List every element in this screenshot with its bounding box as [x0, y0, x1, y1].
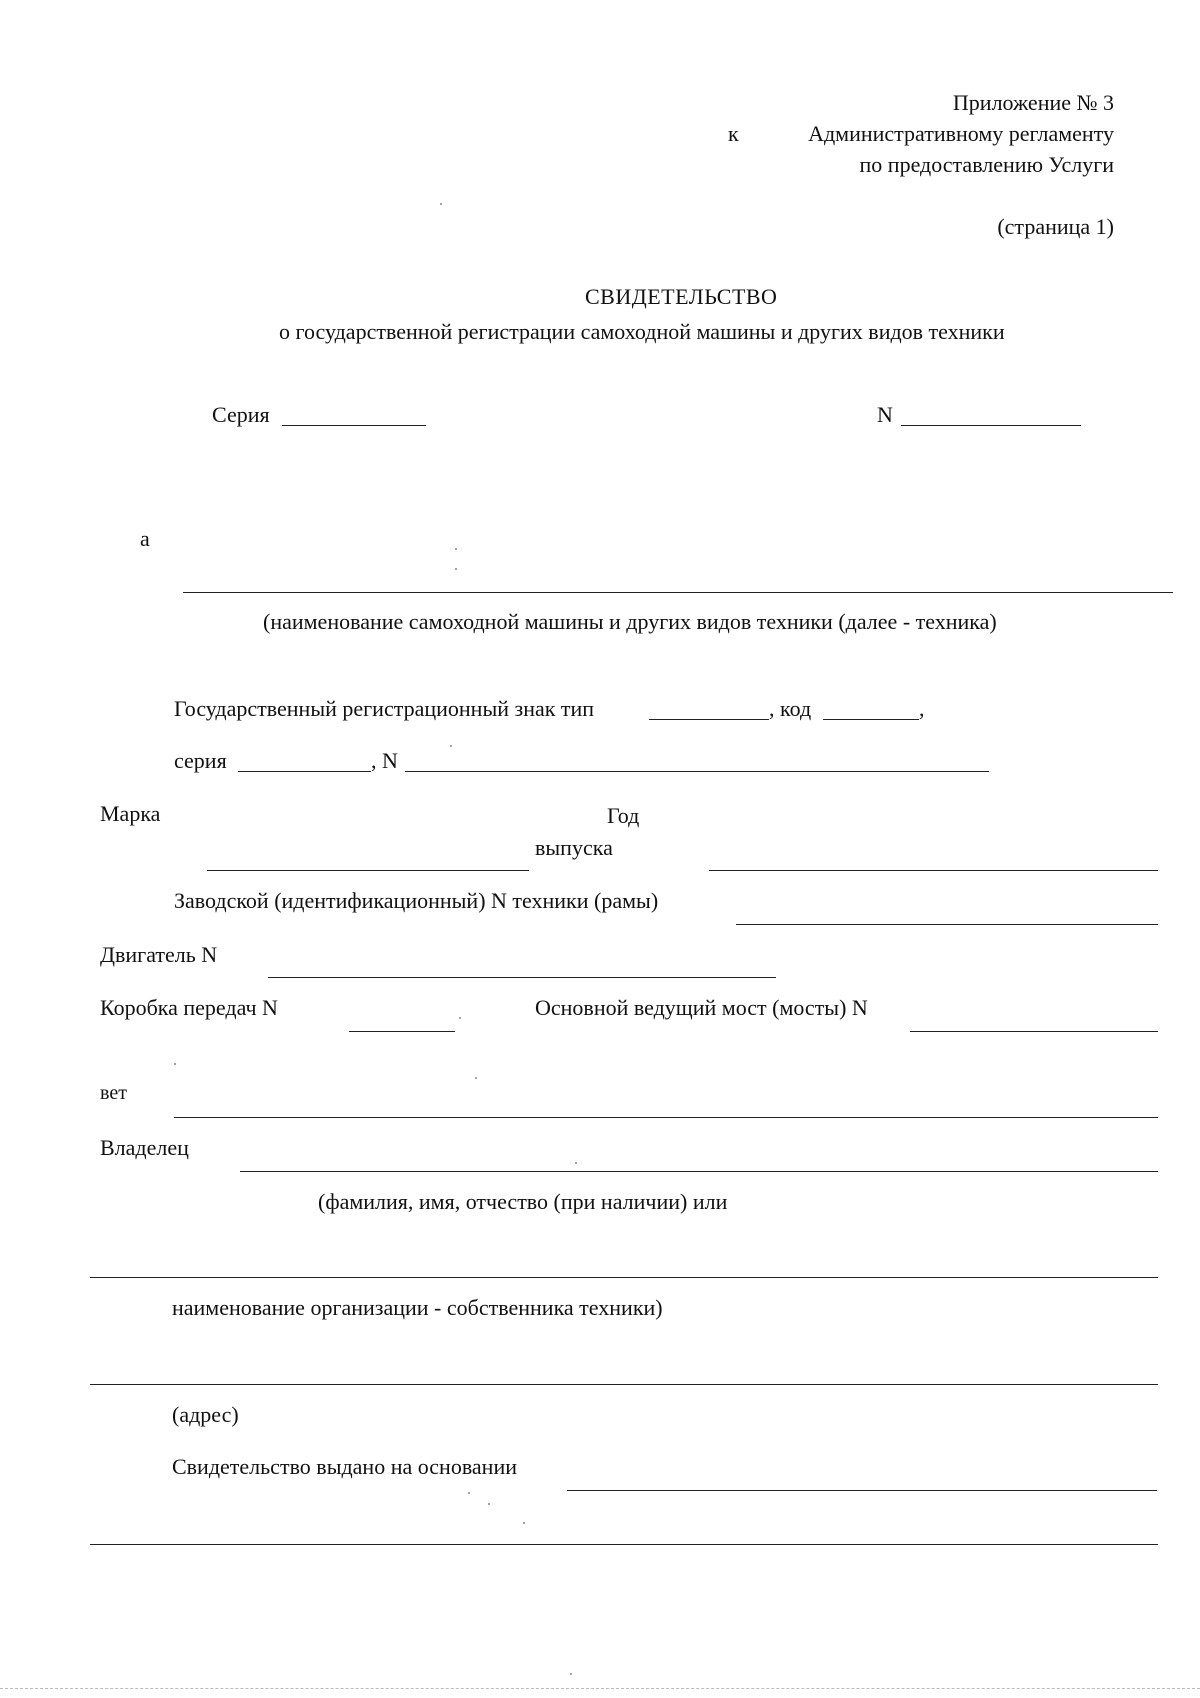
basis-label: Свидетельство выдано на основании: [172, 1454, 518, 1479]
owner-field[interactable]: [240, 1171, 1158, 1172]
basis-field-continued[interactable]: [90, 1544, 1158, 1545]
scan-speck: [575, 1162, 577, 1164]
scan-speck: [450, 745, 452, 747]
scan-edge: [0, 1688, 1200, 1689]
regulation-label: Административному регламенту: [808, 121, 1114, 146]
number-field[interactable]: [901, 425, 1081, 426]
reg-sign-number-label: , N: [371, 748, 398, 773]
series-field[interactable]: [282, 425, 426, 426]
reg-sign-type-field[interactable]: [649, 719, 769, 720]
scan-speck: [475, 1077, 477, 1079]
address-caption: (адрес): [172, 1402, 239, 1427]
scan-speck: [455, 548, 457, 550]
factory-number-label: Заводской (идентификационный) N техники (рамы): [174, 888, 659, 913]
scan-speck: [570, 1673, 572, 1675]
axle-number-field[interactable]: [910, 1031, 1158, 1032]
owner-label: Владелец: [100, 1135, 189, 1160]
appendix-label: Приложение № 3: [952, 90, 1114, 115]
axle-label: Основной ведущий мост (мосты) N: [535, 995, 868, 1020]
scan-speck: [455, 568, 457, 570]
scan-speck: [523, 1522, 525, 1524]
engine-number-field[interactable]: [268, 977, 776, 978]
color-label: вет: [100, 1082, 127, 1104]
series-label: Серия: [212, 402, 270, 427]
document-title: СВИДЕТЕЛЬСТВО: [585, 284, 778, 309]
owner-caption-line2: наименование организации - собственника техники): [172, 1295, 663, 1320]
year-label-line1: Год: [607, 803, 640, 828]
reg-sign-series-label: серия: [174, 748, 227, 773]
gearbox-label: Коробка передач N: [100, 995, 278, 1020]
service-label: по предоставлению Услуги: [859, 152, 1114, 177]
scan-speck: [459, 1017, 461, 1019]
page-indicator: (страница 1): [997, 214, 1114, 239]
brand-field[interactable]: [207, 870, 529, 871]
reg-sign-number-field[interactable]: [405, 771, 989, 772]
vehicle-name-field[interactable]: [183, 592, 1173, 593]
vehicle-prefix: а: [140, 526, 150, 551]
scan-speck: [468, 1492, 470, 1494]
reg-sign-comma: ,: [919, 696, 925, 721]
year-field[interactable]: [709, 870, 1158, 871]
address-field[interactable]: [90, 1384, 1158, 1385]
scan-speck: [440, 203, 442, 205]
owner-field-continued[interactable]: [90, 1277, 1158, 1278]
engine-label: Двигатель N: [100, 942, 218, 967]
number-label: N: [877, 402, 893, 427]
color-field[interactable]: [174, 1117, 1158, 1118]
scan-speck: [488, 1503, 490, 1505]
scan-speck: [174, 1063, 176, 1065]
owner-caption-line1: (фамилия, имя, отчество (при наличии) или: [318, 1189, 728, 1214]
year-label-line2: выпуска: [535, 835, 613, 860]
reg-sign-code-field[interactable]: [823, 719, 919, 720]
brand-label: Марка: [100, 801, 161, 826]
vehicle-name-caption: (наименование самоходной машины и других видов техники (далее - техника): [263, 609, 997, 634]
reg-sign-series-field[interactable]: [238, 771, 371, 772]
factory-number-field[interactable]: [736, 924, 1158, 925]
gearbox-number-field[interactable]: [349, 1031, 455, 1032]
to-prefix: к: [728, 121, 739, 146]
reg-sign-type-label: Государственный регистрационный знак тип: [174, 696, 595, 721]
reg-sign-code-label: , код: [769, 696, 812, 721]
document-subtitle: о государственной регистрации самоходной машины и других видов техники: [279, 319, 1005, 344]
basis-field[interactable]: [567, 1490, 1157, 1491]
